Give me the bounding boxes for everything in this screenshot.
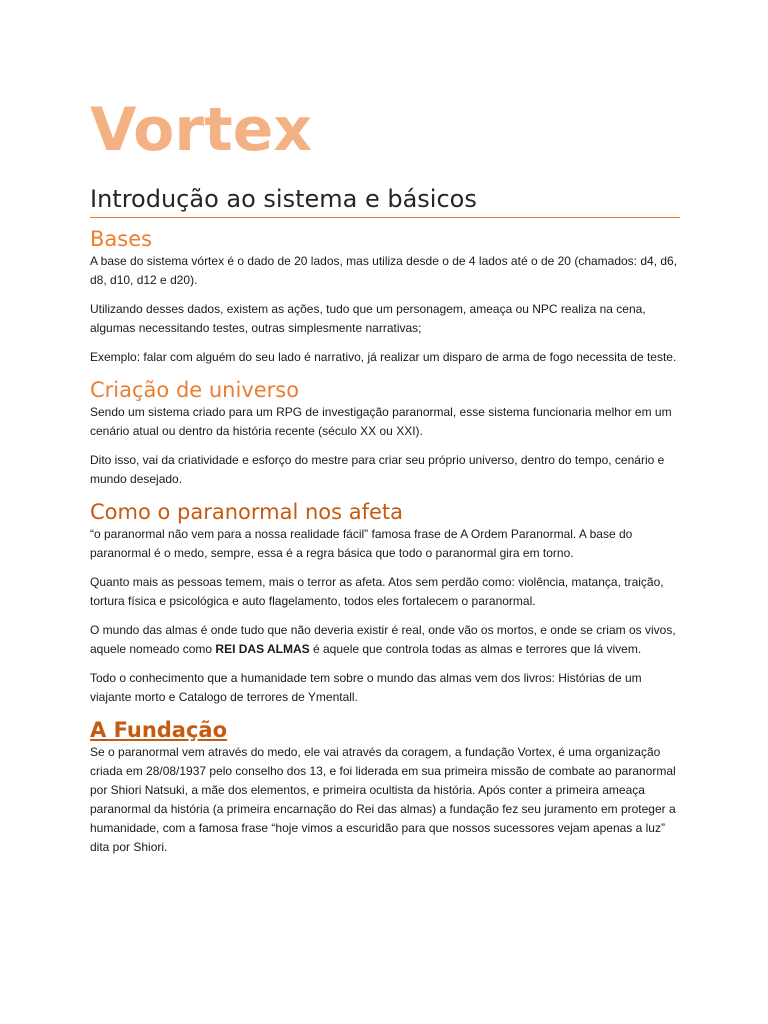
paragraph: Utilizando desses dados, existem as ações, tudo que um personagem, ameaça ou NPC realiza na cena, algumas necessitando testes, outras simplesmente narrativas; [90, 302, 646, 335]
paragraph: Se o paranormal vem através do medo, ele vai através da coragem, a fundação Vortex, é uma organização criada em 28/08/1937 pelo conselho dos 13, e foi liderada em sua primeira missão de combate ao paranormal por Shiori Natsuki, a mãe dos elementos, e primeira ocultista da história. Após conter a primeira ameaça paranormal da história (a primeira encarnação do Rei das almas) a fundação fez seu juramento em proteger a humanidade, com a famosa frase “hoje vimos a escuridão para que nossos sucessores vejam apenas a luz” dita por Shiori. [90, 745, 676, 854]
text-run: O mundo das almas é onde tudo que não deveria existir é real, onde vão os mortos, e onde se criam os vivos, aquele nomeado como [90, 623, 676, 656]
section-bases [90, 226, 680, 367]
paragraph-mundo-das-almas [90, 621, 680, 659]
document-subtitle: Introdução ao sistema e básicos [90, 184, 680, 218]
section-a-fundacao [90, 717, 680, 857]
paragraph: Sendo um sistema criado para um RPG de investigação paranormal, esse sistema funcionaria melhor em um cenário atual ou dentro da história recente (século XX ou XXI). [90, 405, 672, 438]
document-page [90, 90, 680, 857]
paragraph: Todo o conhecimento que a humanidade tem sobre o mundo das almas vem dos livros: Histórias de um viajante morto e Catalogo de terrores de Ymentall. [90, 671, 642, 704]
paragraph: Quanto mais as pessoas temem, mais o terror as afeta. Atos sem perdão como: violência, matança, traição, tortura física e psicológica e auto flagelamento, todos eles fortalecem o paranormal. [90, 575, 664, 608]
section-heading-fundacao: A Fundação [90, 718, 228, 742]
document-title: Vortex [90, 95, 313, 165]
paragraph: “o paranormal não vem para a nossa realidade fácil” famosa frase de A Ordem Paranormal. A base do paranormal é o medo, sempre, essa é a regra básica que todo o paranormal gira em torno. [90, 527, 633, 560]
section-heading-criacao: Criação de universo [90, 378, 300, 402]
text-run: é aquele que controla todas as almas e terrores que lá vivem. [309, 642, 642, 656]
paragraph: Dito isso, vai da criatividade e esforço do mestre para criar seu próprio universo, dentro do tempo, cenário e mundo desejado. [90, 453, 665, 486]
bold-term-rei-das-almas: REI DAS ALMAS [215, 642, 310, 656]
section-paranormal-afeta [90, 499, 680, 707]
paragraph: A base do sistema vórtex é o dado de 20 lados, mas utiliza desde o de 4 lados até o de 20 (chamados: d4, d6, d8, d10, d12 e d20). [90, 254, 678, 287]
section-heading-bases: Bases [90, 227, 153, 251]
section-heading-paranormal: Como o paranormal nos afeta [90, 500, 404, 524]
section-criacao-de-universo [90, 377, 680, 489]
paragraph: Exemplo: falar com alguém do seu lado é narrativo, já realizar um disparo de arma de fogo necessita de teste. [90, 350, 677, 364]
